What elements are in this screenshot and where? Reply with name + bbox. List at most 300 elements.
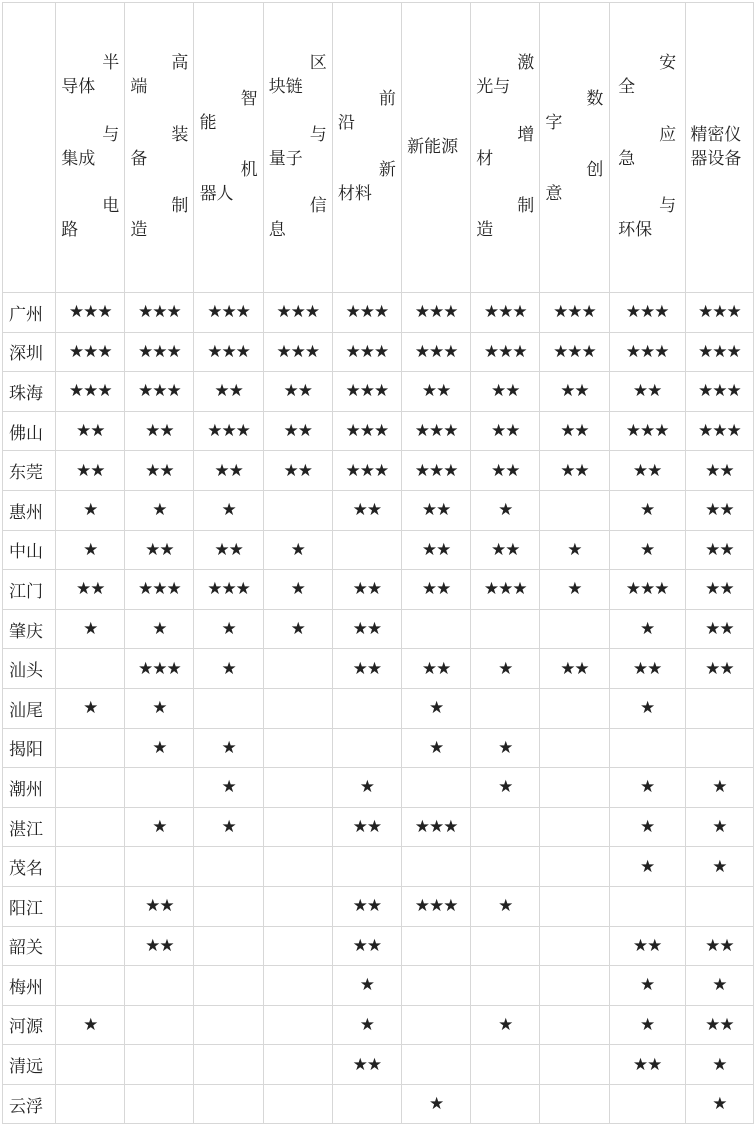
rating-cell	[125, 768, 194, 808]
header-text-line: 意	[545, 184, 563, 205]
city-name: 河源	[3, 1005, 56, 1045]
header-text-line: 材	[476, 148, 494, 169]
table-row	[3, 886, 754, 926]
rating-cell	[685, 688, 753, 728]
header-text-line: 环保	[618, 219, 653, 240]
city-name: 潮州	[3, 768, 56, 808]
rating-cell: ★★	[685, 530, 753, 570]
column-header	[194, 3, 263, 293]
rating-cell	[540, 728, 609, 768]
rating-cell: ★	[332, 966, 401, 1006]
rating-cell: ★	[609, 609, 685, 649]
rating-cell: ★★★	[609, 293, 685, 333]
rating-cell: ★	[263, 609, 332, 649]
city-name: 东莞	[3, 451, 56, 491]
rating-cell	[56, 886, 125, 926]
rating-cell: ★★★	[609, 570, 685, 610]
header-text-line	[545, 136, 603, 160]
table-row	[3, 1005, 754, 1045]
rating-cell: ★★	[332, 1045, 401, 1085]
rating-cell: ★	[609, 807, 685, 847]
header-text-line: 智	[240, 89, 258, 109]
rating-cell: ★★	[125, 530, 194, 570]
header-text-line: 机	[240, 160, 258, 181]
rating-cell	[263, 886, 332, 926]
header-text-line	[130, 171, 188, 195]
rating-cell: ★★	[685, 609, 753, 649]
rating-cell	[263, 649, 332, 689]
rating-cell: ★★	[332, 609, 401, 649]
rating-cell: ★★	[332, 649, 401, 689]
city-name: 汕头	[3, 649, 56, 689]
column-header-label	[545, 88, 603, 207]
rating-cell	[56, 728, 125, 768]
rating-cell: ★	[194, 807, 263, 847]
rating-cell: ★★	[609, 451, 685, 491]
header-text-line: 量子	[268, 148, 303, 169]
rating-cell	[263, 807, 332, 847]
rating-cell: ★	[685, 1084, 753, 1124]
header-text-line	[269, 171, 327, 195]
column-header	[471, 3, 540, 293]
city-name: 江门	[3, 570, 56, 610]
rating-cell	[125, 966, 194, 1006]
rating-cell	[609, 886, 685, 926]
rating-cell	[402, 768, 471, 808]
rating-cell	[263, 1084, 332, 1124]
table-row	[3, 688, 754, 728]
rating-cell: ★★	[332, 926, 401, 966]
rating-cell	[56, 768, 125, 808]
header-text-line: 急	[618, 148, 636, 169]
rating-cell: ★	[194, 490, 263, 530]
header-row	[3, 3, 754, 293]
city-name: 云浮	[3, 1084, 56, 1124]
rating-cell: ★★	[540, 372, 609, 412]
table-row	[3, 807, 754, 847]
header-text-line: 器人	[199, 184, 234, 205]
rating-cell: ★★★	[332, 451, 401, 491]
city-name: 惠州	[3, 490, 56, 530]
rating-cell	[332, 530, 401, 570]
column-header	[685, 3, 753, 293]
rating-cell: ★	[609, 1005, 685, 1045]
rating-cell	[194, 847, 263, 887]
rating-cell: ★★	[332, 807, 401, 847]
column-header-label	[476, 52, 534, 242]
table-row	[3, 609, 754, 649]
header-text-line: 制	[517, 196, 535, 217]
header-text-line: 增	[517, 124, 535, 145]
rating-cell: ★★	[125, 411, 194, 451]
rating-cell: ★	[471, 649, 540, 689]
header-text-line: 沿	[337, 112, 355, 133]
rating-cell: ★★	[471, 530, 540, 570]
rating-cell: ★★	[609, 1045, 685, 1085]
header-text-line: 新	[378, 160, 396, 181]
rating-cell	[540, 688, 609, 728]
rating-cell: ★★	[685, 926, 753, 966]
rating-cell: ★★★	[194, 332, 263, 372]
rating-cell	[540, 1005, 609, 1045]
rating-cell	[540, 768, 609, 808]
rating-cell: ★	[56, 688, 125, 728]
city-name: 阳江	[3, 886, 56, 926]
rating-cell: ★★★	[540, 293, 609, 333]
rating-cell: ★★★	[125, 570, 194, 610]
rating-cell: ★★	[56, 570, 125, 610]
rating-cell: ★★★	[402, 886, 471, 926]
rating-cell: ★	[471, 1005, 540, 1045]
rating-cell: ★★	[540, 411, 609, 451]
rating-cell	[263, 688, 332, 728]
rating-cell	[471, 807, 540, 847]
rating-cell: ★	[194, 768, 263, 808]
header-text-line: 半	[102, 53, 120, 74]
rating-cell: ★★★	[471, 293, 540, 333]
header-text-line: 路	[61, 219, 79, 240]
header-text-line: 导体	[61, 77, 96, 98]
rating-cell: ★	[125, 609, 194, 649]
table-row	[3, 530, 754, 570]
rating-cell: ★★★	[609, 411, 685, 451]
rating-cell	[540, 490, 609, 530]
corner-cell	[3, 3, 56, 293]
rating-cell: ★	[685, 966, 753, 1006]
rating-cell: ★★★	[402, 807, 471, 847]
rating-cell: ★★	[609, 926, 685, 966]
rating-cell: ★★★	[332, 332, 401, 372]
rating-cell	[125, 1084, 194, 1124]
rating-cell	[194, 926, 263, 966]
rating-cell: ★	[471, 728, 540, 768]
rating-cell	[471, 966, 540, 1006]
rating-cell: ★	[685, 1045, 753, 1085]
rating-cell: ★★	[263, 372, 332, 412]
city-name: 清远	[3, 1045, 56, 1085]
rating-cell: ★	[609, 688, 685, 728]
rating-cell	[194, 1084, 263, 1124]
rating-cell: ★★★	[125, 332, 194, 372]
rating-cell	[332, 688, 401, 728]
table-row	[3, 847, 754, 887]
rating-cell: ★★	[125, 926, 194, 966]
table-row	[3, 649, 754, 689]
rating-cell: ★★★	[402, 332, 471, 372]
rating-cell: ★★★	[685, 332, 753, 372]
rating-cell: ★★	[194, 372, 263, 412]
rating-cell	[194, 886, 263, 926]
rating-cell	[540, 609, 609, 649]
rating-cell: ★★★	[471, 570, 540, 610]
rating-cell: ★★★	[609, 332, 685, 372]
city-name: 茂名	[3, 847, 56, 887]
rating-cell: ★★	[402, 490, 471, 530]
rating-cell: ★★★	[332, 293, 401, 333]
header-text-line: 块链	[268, 77, 303, 98]
rating-cell: ★★★	[402, 411, 471, 451]
rating-cell: ★	[263, 530, 332, 570]
rating-cell: ★	[194, 728, 263, 768]
rating-cell: ★	[685, 807, 753, 847]
rating-cell: ★	[540, 570, 609, 610]
rating-cell: ★	[125, 490, 194, 530]
rating-cell: ★★★	[125, 372, 194, 412]
column-header-label	[690, 124, 748, 172]
table-row	[3, 1045, 754, 1085]
header-text-line: 全	[618, 77, 636, 98]
rating-cell	[194, 966, 263, 1006]
rating-cell	[56, 926, 125, 966]
rating-cell: ★★★	[471, 332, 540, 372]
header-text-line	[269, 100, 327, 124]
header-text-line	[476, 171, 534, 195]
rating-cell: ★★	[125, 886, 194, 926]
rating-cell: ★★	[685, 570, 753, 610]
rating-cell: ★★	[609, 372, 685, 412]
rating-cell: ★	[540, 530, 609, 570]
rating-cell	[609, 728, 685, 768]
table-body	[3, 293, 754, 1124]
rating-cell	[263, 966, 332, 1006]
rating-cell: ★	[685, 847, 753, 887]
city-name: 汕尾	[3, 688, 56, 728]
rating-cell	[540, 847, 609, 887]
header-text-line: 制	[171, 196, 189, 217]
header-text-line	[130, 100, 188, 124]
rating-cell: ★★	[125, 451, 194, 491]
header-text-line: 造	[476, 219, 494, 240]
rating-cell: ★	[125, 688, 194, 728]
rating-cell: ★	[685, 768, 753, 808]
rating-cell: ★★	[685, 649, 753, 689]
rating-cell: ★	[471, 768, 540, 808]
rating-cell: ★★	[56, 451, 125, 491]
rating-cell: ★	[125, 807, 194, 847]
table-row	[3, 293, 754, 333]
rating-cell: ★	[609, 847, 685, 887]
column-header	[402, 3, 471, 293]
rating-cell	[540, 886, 609, 926]
table-row	[3, 926, 754, 966]
rating-cell	[263, 926, 332, 966]
rating-cell	[263, 728, 332, 768]
rating-cell: ★	[471, 490, 540, 530]
rating-cell: ★★★	[263, 293, 332, 333]
rating-cell	[402, 966, 471, 1006]
rating-cell: ★★	[402, 570, 471, 610]
header-text-line: 区	[309, 53, 327, 74]
rating-cell: ★★	[471, 372, 540, 412]
header-text-line: 安	[659, 53, 677, 74]
rating-cell	[471, 1084, 540, 1124]
header-text-line: 与	[309, 124, 327, 145]
rating-cell: ★★★	[685, 293, 753, 333]
city-name: 佛山	[3, 411, 56, 451]
rating-cell: ★★	[263, 411, 332, 451]
header-text-line: 精密仪	[690, 124, 742, 145]
rating-cell: ★★★	[194, 293, 263, 333]
column-header	[609, 3, 685, 293]
table-row	[3, 372, 754, 412]
rating-cell	[263, 847, 332, 887]
column-header	[540, 3, 609, 293]
rating-cell: ★★	[56, 411, 125, 451]
rating-cell: ★	[56, 609, 125, 649]
rating-cell: ★★★	[263, 332, 332, 372]
column-header-label	[338, 88, 396, 207]
header-text-line: 电	[102, 196, 120, 217]
column-header-label	[407, 136, 465, 160]
header-text-line	[200, 136, 258, 160]
city-name: 湛江	[3, 807, 56, 847]
header-text-line: 光与	[476, 77, 511, 98]
city-name: 揭阳	[3, 728, 56, 768]
rating-cell	[471, 1045, 540, 1085]
table-row	[3, 728, 754, 768]
rating-cell	[332, 847, 401, 887]
header-text-line: 应	[659, 124, 677, 145]
rating-cell: ★★	[402, 372, 471, 412]
rating-cell: ★★★	[540, 332, 609, 372]
header-text-line: 材料	[337, 184, 372, 205]
rating-cell	[609, 1084, 685, 1124]
city-name: 珠海	[3, 372, 56, 412]
rating-cell	[194, 688, 263, 728]
rating-cell	[540, 1045, 609, 1085]
rating-cell: ★	[332, 1005, 401, 1045]
rating-cell: ★	[609, 530, 685, 570]
header-text-line	[618, 171, 676, 195]
header-text-line: 新能源	[407, 136, 459, 157]
header-text-line: 信	[309, 196, 327, 217]
table-row	[3, 411, 754, 451]
column-header	[56, 3, 125, 293]
column-header	[263, 3, 332, 293]
table-row	[3, 966, 754, 1006]
header-text-line: 字	[545, 112, 563, 133]
rating-cell: ★★	[540, 649, 609, 689]
column-header	[125, 3, 194, 293]
rating-cell: ★★	[263, 451, 332, 491]
column-header-label	[130, 52, 188, 242]
rating-cell	[194, 1045, 263, 1085]
rating-cell	[56, 966, 125, 1006]
rating-cell	[402, 1045, 471, 1085]
rating-cell: ★★★	[402, 451, 471, 491]
rating-cell: ★	[609, 768, 685, 808]
city-name: 深圳	[3, 332, 56, 372]
table-row	[3, 570, 754, 610]
rating-cell: ★★★	[125, 649, 194, 689]
rating-cell	[402, 609, 471, 649]
rating-cell	[471, 926, 540, 966]
rating-cell	[194, 1005, 263, 1045]
rating-cell: ★★★	[685, 372, 753, 412]
rating-cell: ★★	[332, 886, 401, 926]
rating-cell	[56, 847, 125, 887]
table-row	[3, 332, 754, 372]
header-text-line: 与	[659, 196, 677, 217]
header-text-line: 激	[517, 53, 535, 74]
rating-cell	[263, 768, 332, 808]
rating-cell: ★★	[471, 451, 540, 491]
rating-cell: ★★	[402, 530, 471, 570]
column-header	[332, 3, 401, 293]
rating-cell	[471, 688, 540, 728]
rating-cell: ★★	[685, 1005, 753, 1045]
rating-cell: ★	[56, 490, 125, 530]
rating-cell: ★★★	[194, 570, 263, 610]
rating-cell: ★★★	[332, 411, 401, 451]
rating-cell	[263, 1005, 332, 1045]
rating-cell: ★	[609, 966, 685, 1006]
rating-cell: ★★★	[125, 293, 194, 333]
rating-cell: ★	[194, 649, 263, 689]
rating-cell: ★★	[540, 451, 609, 491]
column-header-label	[618, 52, 676, 242]
rating-cell	[332, 1084, 401, 1124]
header-text-line: 与	[102, 124, 120, 145]
table-row	[3, 451, 754, 491]
rating-cell: ★★★	[56, 293, 125, 333]
header-text-line: 前	[378, 89, 396, 109]
rating-cell	[402, 1005, 471, 1045]
rating-cell: ★★★	[56, 332, 125, 372]
header-text-line	[618, 100, 676, 124]
rating-cell	[685, 886, 753, 926]
rating-cell	[125, 847, 194, 887]
rating-cell: ★	[263, 570, 332, 610]
rating-cell: ★★	[471, 411, 540, 451]
city-name: 广州	[3, 293, 56, 333]
rating-cell	[540, 966, 609, 1006]
rating-cell	[125, 1045, 194, 1085]
header-text-line: 端	[130, 77, 148, 98]
rating-cell	[685, 728, 753, 768]
header-text-line	[61, 100, 119, 124]
rating-cell	[540, 926, 609, 966]
header-text-line	[476, 100, 534, 124]
column-header-label	[269, 52, 327, 242]
rating-cell: ★★★	[194, 411, 263, 451]
header-text-line: 器设备	[690, 148, 742, 169]
rating-cell	[540, 1084, 609, 1124]
rating-cell: ★★★	[56, 372, 125, 412]
rating-cell: ★★	[332, 570, 401, 610]
rating-cell	[263, 1045, 332, 1085]
rating-cell	[263, 490, 332, 530]
table-row	[3, 1084, 754, 1124]
city-name: 梅州	[3, 966, 56, 1006]
header-text-line: 能	[199, 112, 217, 133]
header-text-line: 息	[268, 219, 286, 240]
rating-cell	[56, 807, 125, 847]
rating-cell: ★★	[609, 649, 685, 689]
rating-cell	[332, 728, 401, 768]
rating-cell: ★	[125, 728, 194, 768]
rating-cell	[471, 609, 540, 649]
rating-cell	[56, 1045, 125, 1085]
rating-cell: ★	[609, 490, 685, 530]
table-row	[3, 490, 754, 530]
rating-cell	[56, 649, 125, 689]
industry-city-matrix	[2, 2, 754, 1124]
rating-cell: ★★	[332, 490, 401, 530]
rating-cell	[402, 926, 471, 966]
city-name: 肇庆	[3, 609, 56, 649]
header-text-line	[338, 136, 396, 160]
